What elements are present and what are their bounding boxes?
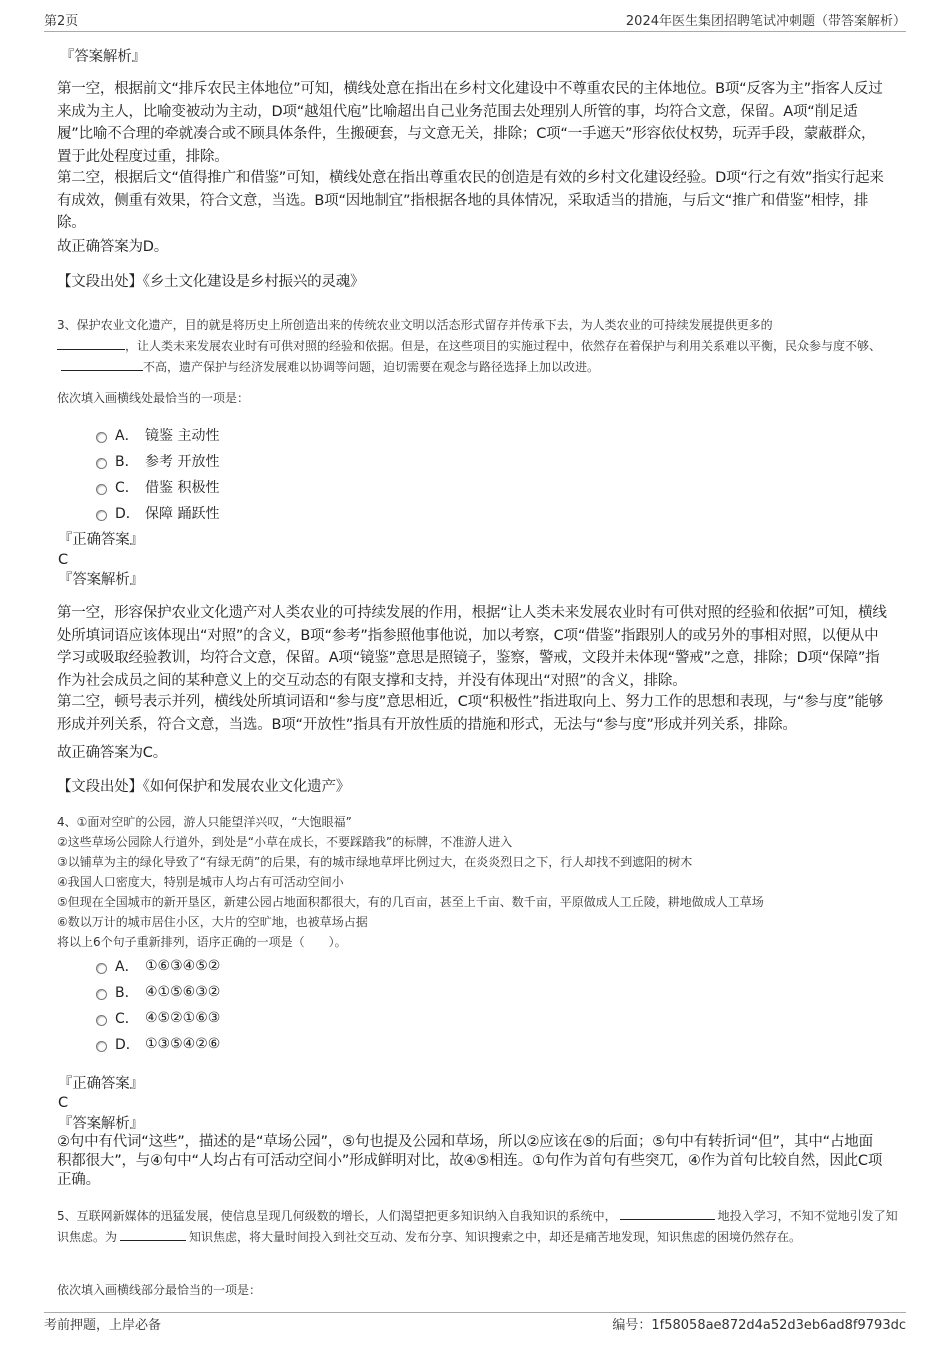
radio-icon[interactable] [96, 989, 107, 1000]
q5-blank-2 [120, 1226, 186, 1241]
option-text: ④⑤②①⑥③ [145, 1010, 221, 1026]
option-text: 保障 踊跃性 [145, 506, 220, 522]
option-key: A． [115, 428, 139, 444]
option-key: B． [115, 454, 139, 470]
q3-conclusion: 故正确答案为C。 [57, 745, 168, 761]
q4-line: ④我国人口密度大，特别是城市人均占有可活动空间小 [57, 875, 344, 889]
q3-stem-c: 不高，遗产保护与经济发展难以协调等问题，迫切需要在观念与路径选择上加以改进。 [143, 360, 600, 374]
q3-blank-1 [57, 335, 125, 350]
radio-icon[interactable] [96, 1015, 107, 1026]
q4-line: ⑥数以万计的城市居住小区，大片的空旷地，也被草场占据 [57, 915, 368, 929]
q3-stem-b: ，让人类未来发展农业时有可供对照的经验和依据。但是，在这些项目的实施过程中，依然存在着保护与利用关系难以平衡，民众参与度不够、 [125, 339, 882, 353]
page-number: 第2页 [44, 14, 79, 29]
option-key: A． [115, 959, 139, 975]
q3-option-d[interactable] [96, 503, 219, 523]
document-title: 2024年医生集团招聘笔试冲刺题（带答案解析） [625, 14, 906, 29]
q3-analysis-p1: 第一空，形容保护农业文化遗产对人类农业的可持续发展的作用，根据“让人类未来发展农业时有可供对照的经验和依据”可知，横线处所填词语应该体现出“对照”的含义，B项“参考”指参照他事他说，加以考察，C项“借鉴”指跟别人的或另外的事相对照，以便从中学习或吸取经验教训，均符合文意，保留。A项“镜鉴”意思是照镜子，鉴察，警戒，文段并未体现“警戒”之意，排除；D项“保障”指作为社会成员之间的某种意义上的交互动态的有限支撑和支持，并没有体现出“对照”的含义，排除。 [57, 605, 887, 689]
q5-stem-c: 知识焦虑，将大量时间投入到社交互动、发布分享、知识搜索之中，却还是痛苦地发现，知识焦虑的困境仍然存在。 [189, 1230, 802, 1244]
radio-icon[interactable] [96, 963, 107, 974]
q4-stem [57, 812, 902, 952]
q4-option-d[interactable] [96, 1034, 220, 1054]
q3-prompt: 依次填入画横线处最恰当的一项是： [57, 391, 250, 405]
q4-analysis-label: 『答案解析』 [58, 1116, 144, 1132]
option-key: B． [115, 985, 139, 1001]
q3-stem [57, 315, 902, 377]
q3-analysis-label: 『答案解析』 [58, 572, 144, 588]
q2-analysis-label: 『答案解析』 [60, 49, 146, 65]
q3-analysis-p2: 第二空，顿号表示并列，横线处所填词语和“参与度”意思相近，C项“积极性”指进取向上、努力工作的思想和表现，与“参与度”能够形成并列关系，符合文意，当选。B项“开放性”指具有开放性质的措施和形式，无法与“参与度”形成并列关系，排除。 [57, 694, 883, 733]
q5-blank-1 [620, 1205, 715, 1220]
q4-line: 4、①面对空旷的公园，游人只能望洋兴叹，“大饱眼福” [57, 815, 352, 829]
q4-answer: C [58, 1095, 68, 1111]
option-text: 参考 开放性 [145, 454, 220, 470]
radio-icon[interactable] [96, 484, 107, 495]
q4-line: ③以铺草为主的绿化导致了“有绿无荫”的后果，有的城市绿地草坪比例过大，在炎炎烈日之下，行人却找不到遮阳的树木 [57, 855, 693, 869]
option-key: D． [115, 506, 140, 522]
option-key: C． [115, 1011, 139, 1027]
q2-source: 【文段出处】《乡土文化建设是乡村振兴的灵魂》 [57, 274, 365, 290]
footer-divider [44, 1312, 906, 1313]
option-key: C． [115, 480, 139, 496]
q4-option-b[interactable] [96, 982, 220, 1002]
option-text: 镜鉴 主动性 [145, 428, 220, 444]
radio-icon[interactable] [96, 432, 107, 443]
q5-stem [57, 1205, 902, 1247]
q3-option-b[interactable] [96, 451, 219, 471]
radio-icon[interactable] [96, 510, 107, 521]
q5-prompt: 依次填入画横线部分最恰当的一项是： [57, 1283, 262, 1297]
q3-option-a[interactable] [96, 425, 219, 445]
q3-source: 【文段出处】《如何保护和发展农业文化遗产》 [57, 779, 351, 795]
footer-slogan: 考前押题，上岸必备 [44, 1318, 162, 1333]
q4-answer-label: 『正确答案』 [58, 1076, 144, 1092]
option-text: ①③⑤④②⑥ [145, 1036, 221, 1052]
q4-option-a[interactable] [96, 956, 220, 976]
option-text: ④①⑤⑥③② [145, 984, 221, 1000]
radio-icon[interactable] [96, 1041, 107, 1052]
q4-analysis: ②句中有代词“这些”，描述的是“草场公园”，⑤句也提及公园和草场，所以②应该在⑤的后面；⑤句中有转折词“但”，其中“占地面积都很大”，与④句中“人均占有可活动空间小”形成鲜明对比，故④⑤相连。①句作为首句有些突兀，④作为首句比较自然，因此C项正确。 [57, 1134, 883, 1188]
q4-line: ⑤但现在全国城市的新开垦区，新建公园占地面积都很大，有的几百亩，甚至上千亩、数千亩，平原做成人工丘陵，耕地做成人工草场 [57, 895, 764, 909]
q2-conclusion: 故正确答案为D。 [57, 239, 169, 255]
q3-option-c[interactable] [96, 477, 219, 497]
option-text: ①⑥③④⑤② [145, 958, 221, 974]
q5-stem-b: 地投入学习，不知不觉地引发了知识焦虑。为 [57, 1209, 898, 1244]
q3-answer: C [58, 552, 68, 568]
q4-line: ②这些草场公园除人行道外，到处是“小草在成长，不要踩踏我”的标牌，不准游人进入 [57, 835, 513, 849]
q2-analysis-p2: 第二空，根据后文“值得推广和借鉴”可知，横线处意在指出尊重农民的创造是有效的乡村文化建设经验。D项“行之有效”指实行起来有成效，侧重有效果，符合文意，当选。B项“因地制宜”指根据各地的具体情况，采取适当的措施，与后文“推广和借鉴”相悖，排除。 [57, 170, 884, 231]
option-text: 借鉴 积极性 [145, 480, 220, 496]
radio-icon[interactable] [96, 458, 107, 469]
q3-answer-label: 『正确答案』 [58, 532, 144, 548]
q3-blank-2 [61, 356, 143, 371]
option-key: D． [115, 1037, 140, 1053]
q4-option-c[interactable] [96, 1008, 220, 1028]
header-divider [44, 31, 906, 32]
document-id: 编号：1f58058ae872d4a52d3eb6ad8f9793dc [612, 1318, 906, 1333]
q5-stem-a: 5、互联网新媒体的迅猛发展，使信息呈现几何级数的增长，人们渴望把更多知识纳入自我知识的系统中， [57, 1209, 617, 1223]
q2-analysis-p1: 第一空，根据前文“排斥农民主体地位”可知，横线处意在指出在乡村文化建设中不尊重农民的主体地位。B项“反客为主”指客人反过来成为主人，比喻变被动为主动，D项“越俎代庖”比喻超出自己业务范围去处理别人所管的事，均符合文意，保留。A项“削足适履”比喻不合理的牵就凑合或不顾具体条件，生搬硬套，与文意无关，排除；C项“一手遮天”形容依仗权势，玩弄手段，蒙蔽群众，置于此处程度过重，排除。 [57, 81, 883, 165]
q3-stem-a: 3、保护农业文化遗产，目的就是将历史上所创造出来的传统农业文明以活态形式留存并传承下去，为人类农业的可持续发展提供更多的 [57, 318, 773, 332]
q4-prompt: 将以上6个句子重新排列，语序正确的一项是（ ）。 [57, 935, 347, 949]
